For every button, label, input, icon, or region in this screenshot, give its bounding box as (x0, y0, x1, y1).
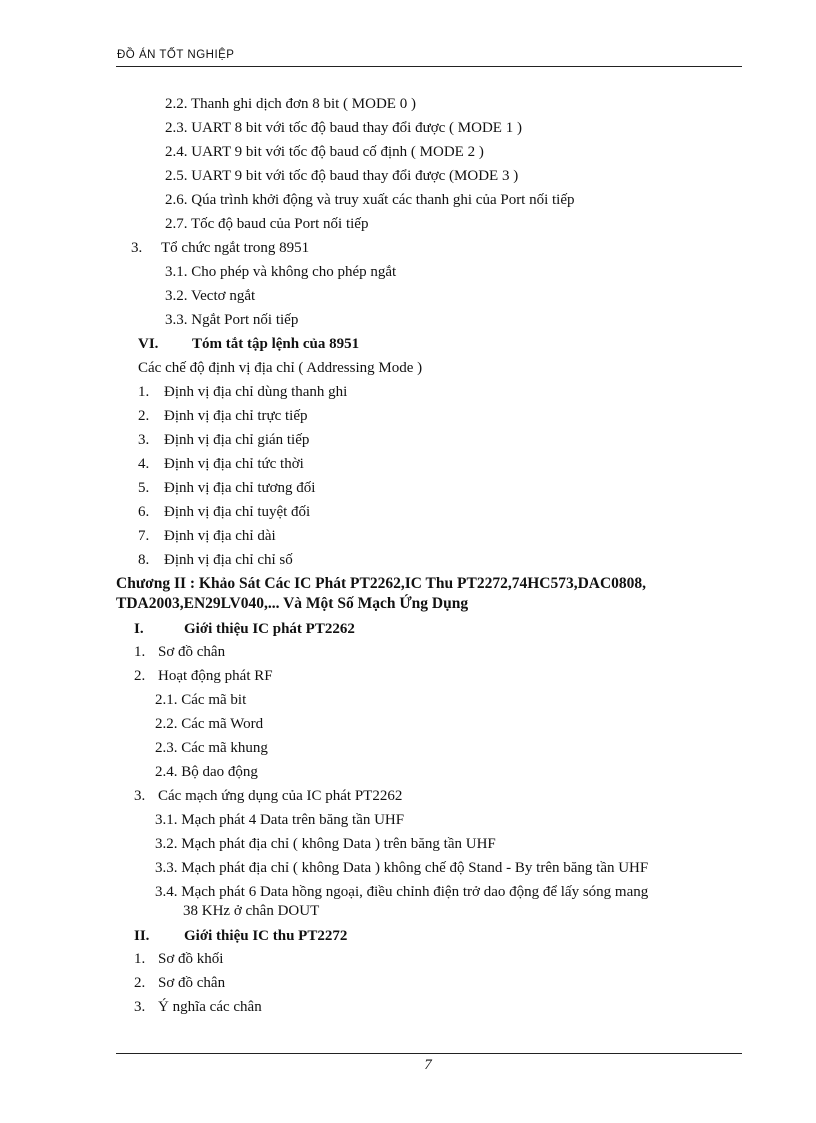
header-rule (116, 66, 742, 67)
list-item: Định vị địa chỉ tương đối (164, 480, 316, 496)
outline-item: 2.1. Các mã bit (155, 692, 247, 708)
list-number: 3. (138, 432, 150, 448)
outline-item: 2.2. Các mã Word (155, 716, 264, 732)
list-number: 6. (138, 504, 150, 520)
list-number: 5. (138, 480, 150, 496)
section-title: Giới thiệu IC phát PT2262 (184, 621, 355, 637)
list-number: 2. (134, 668, 146, 684)
list-item: Sơ đồ chân (158, 644, 226, 660)
outline-item: 2.2. Thanh ghi dịch đơn 8 bit ( MODE 0 ) (165, 96, 416, 112)
outline-item: 2.7. Tốc độ baud của Port nối tiếp (165, 216, 369, 232)
list-item: Sơ đồ chân (158, 975, 226, 991)
section-number: VI. (138, 336, 159, 352)
list-number: 7. (138, 528, 150, 544)
chapter-title-line-1: Chương II : Khảo Sát Các IC Phát PT2262,IC Thu PT2272,74HC573,DAC0808, (116, 575, 647, 592)
list-number: 2. (134, 975, 146, 991)
list-item: Ý nghĩa các chân (158, 999, 262, 1015)
list-item: Định vị địa chỉ dùng thanh ghi (164, 384, 348, 400)
list-number: 8. (138, 552, 150, 568)
list-item: Định vị địa chỉ chỉ số (164, 552, 293, 568)
list-number: 1. (134, 951, 146, 967)
list-number: 1. (134, 644, 146, 660)
list-number: 4. (138, 456, 150, 472)
section-number: I. (134, 621, 144, 637)
outline-item: 3.3. Mạch phát địa chỉ ( không Data ) không chế độ Stand - By trên băng tần UHF (155, 860, 649, 876)
list-number: 3. (134, 788, 146, 804)
outline-item: 2.3. Các mã khung (155, 740, 268, 756)
outline-item: 3.4. Mạch phát 6 Data hồng ngoại, điều chỉnh điện trở dao động để lấy sóng mang (155, 884, 649, 900)
footer-rule (116, 1053, 742, 1054)
list-number: 2. (138, 408, 150, 424)
outline-item: 2.3. UART 8 bit với tốc độ baud thay đổi được ( MODE 1 ) (165, 120, 522, 136)
section-title: Tóm tắt tập lệnh của 8951 (192, 336, 360, 352)
list-item: Sơ đồ khối (158, 951, 224, 967)
list-item: Định vị địa chỉ dài (164, 528, 276, 544)
outline-item: Các chế độ định vị địa chỉ ( Addressing Mode ) (138, 360, 423, 376)
outline-item: 2.5. UART 9 bit với tốc độ baud thay đổi được (MODE 3 ) (165, 168, 519, 184)
outline-item: 3.1. Cho phép và không cho phép ngắt (165, 264, 397, 280)
list-item: Định vị địa chỉ tức thời (164, 456, 304, 472)
list-item: Hoạt động phát RF (158, 668, 273, 684)
outline-item: 2.4. UART 9 bit với tốc độ baud cố định ( MODE 2 ) (165, 144, 484, 160)
list-item: Định vị địa chỉ trực tiếp (164, 408, 308, 424)
list-item: Các mạch ứng dụng của IC phát PT2262 (158, 788, 403, 804)
outline-item: 3.3. Ngắt Port nối tiếp (165, 312, 299, 328)
list-number: 3. (134, 999, 146, 1015)
outline-item: 3.2. Mạch phát địa chỉ ( không Data ) trên băng tần UHF (155, 836, 496, 852)
outline-item: 3.1. Mạch phát 4 Data trên băng tần UHF (155, 812, 405, 828)
running-header: ĐỒ ÁN TỐT NGHIỆP (117, 49, 235, 61)
list-item: Định vị địa chỉ gián tiếp (164, 432, 310, 448)
section-number: II. (134, 928, 150, 944)
outline-item-continuation: 38 KHz ở chân DOUT (183, 903, 320, 919)
list-number: 1. (138, 384, 150, 400)
outline-item: Tổ chức ngắt trong 8951 (161, 240, 310, 256)
outline-item: 3.2. Vectơ ngắt (165, 288, 256, 304)
outline-item: 2.4. Bộ dao động (155, 764, 258, 780)
outline-item: 2.6. Qúa trình khởi động và truy xuất các thanh ghi của Port nối tiếp (165, 192, 575, 208)
section-title: Giới thiệu IC thu PT2272 (184, 928, 348, 944)
chapter-title-line-2: TDA2003,EN29LV040,... Và Một Số Mạch Ứng Dụng (116, 595, 469, 612)
page-number: 7 (424, 1057, 432, 1073)
list-item: Định vị địa chỉ tuyệt đối (164, 504, 311, 520)
outline-number: 3. (131, 240, 143, 256)
